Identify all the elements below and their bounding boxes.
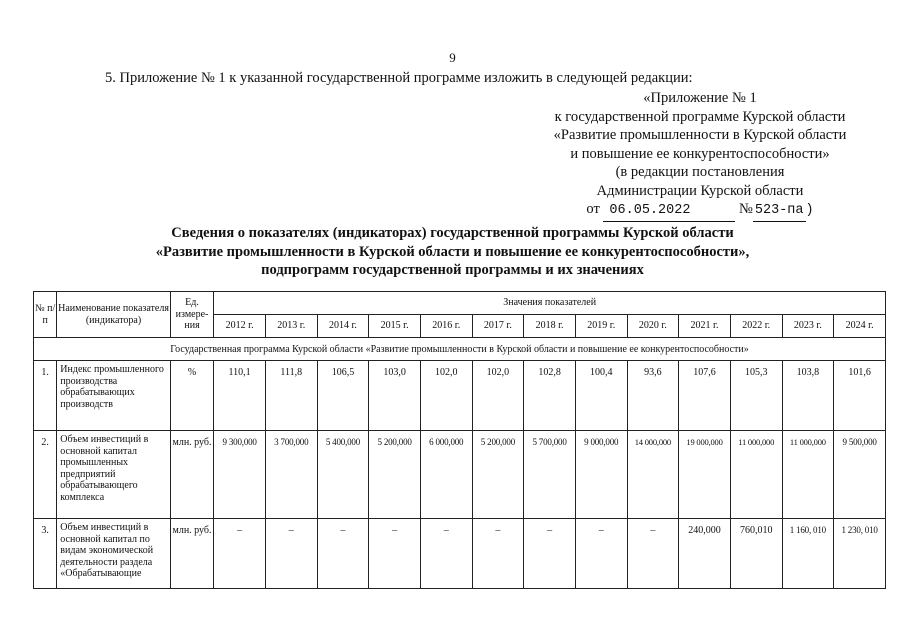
appendix-line: Администрации Курской области xyxy=(596,182,804,199)
year-header: 2018 г. xyxy=(524,315,576,338)
year-header: 2019 г. xyxy=(575,315,627,338)
row-number: 3. xyxy=(34,519,57,589)
header-name: Наименование показателя (индикатора) xyxy=(57,292,170,338)
row-number: 1. xyxy=(34,361,57,431)
value-cell: 103,8 xyxy=(782,361,834,431)
value-cell: 5 700,000 xyxy=(524,431,576,519)
value-cell: – xyxy=(369,519,421,589)
title-line: «Развитие промышленности в Курской области и повышение ее конкурентоспособности», xyxy=(155,243,750,260)
number-label: № xyxy=(739,201,753,217)
table-row xyxy=(34,431,886,519)
indicator-name: Объем инвестиций в основной капитал по видам экономической деятельности раздела «Обрабатывающие xyxy=(57,519,170,589)
closing-paren: ) xyxy=(805,203,814,218)
appendix-line: и повышение ее конкурентоспособности» xyxy=(570,145,830,162)
section-row xyxy=(34,338,886,361)
appendix-line: к государственной программе Курской области xyxy=(554,108,846,125)
value-cell: 111,8 xyxy=(265,361,317,431)
value-cell: – xyxy=(420,519,472,589)
value-cell: 106,5 xyxy=(317,361,369,431)
resolution-number: 523-па xyxy=(753,202,806,222)
year-header: 2014 г. xyxy=(317,315,369,338)
value-cell: 1 230, 010 xyxy=(834,519,886,589)
row-number: 2. xyxy=(34,431,57,519)
year-header: 2024 г. xyxy=(834,315,886,338)
value-cell: – xyxy=(575,519,627,589)
appendix-line: «Развитие промышленности в Курской области xyxy=(553,127,847,143)
value-cell: 105,3 xyxy=(730,361,782,431)
year-header: 2013 г. xyxy=(265,315,317,338)
value-cell: 11 000,000 xyxy=(782,431,834,519)
year-header: 2017 г. xyxy=(472,315,524,338)
year-header: 2022 г. xyxy=(730,315,782,338)
value-cell: 102,0 xyxy=(420,361,472,431)
document-title xyxy=(0,224,905,280)
title-line: Сведения о показателях (индикаторах) государственной программы Курской области xyxy=(171,225,734,241)
value-cell: – xyxy=(627,519,679,589)
indicator-unit: % xyxy=(170,361,214,431)
appendix-block xyxy=(520,89,880,222)
title-line: подпрограмм государственной программы и их значениях xyxy=(261,262,644,278)
year-header: 2012 г. xyxy=(214,315,266,338)
header-num: № п/п xyxy=(34,292,57,338)
header-unit: Ед. измере-ния xyxy=(170,292,214,338)
value-cell: 760,010 xyxy=(730,519,782,589)
value-cell: 9 500,000 xyxy=(834,431,886,519)
value-cell: – xyxy=(265,519,317,589)
intro-paragraph: 5. Приложение № 1 к указанной государственной программе изложить в следующей редакции: xyxy=(105,70,693,86)
appendix-line: (в редакции постановления xyxy=(615,164,785,180)
value-cell: 102,0 xyxy=(472,361,524,431)
table-row xyxy=(34,361,886,431)
year-header: 2016 г. xyxy=(420,315,472,338)
year-header: 2023 г. xyxy=(782,315,834,338)
section-title: Государственная программа Курской области «Развитие промышленности в Курской области и повышение ее конкурентоспособности» xyxy=(34,338,886,361)
year-header: 2015 г. xyxy=(369,315,421,338)
value-cell: – xyxy=(214,519,266,589)
indicators-table xyxy=(33,291,886,589)
value-cell: – xyxy=(472,519,524,589)
table-header-row xyxy=(34,292,886,315)
value-cell: 5 200,000 xyxy=(472,431,524,519)
indicator-unit: млн. руб. xyxy=(170,431,214,519)
page-number: 9 xyxy=(449,50,456,65)
year-header: 2020 г. xyxy=(627,315,679,338)
value-cell: 102,8 xyxy=(524,361,576,431)
value-cell: 19 000,000 xyxy=(679,431,731,519)
value-cell: 101,6 xyxy=(834,361,886,431)
value-cell: 100,4 xyxy=(575,361,627,431)
value-cell: 3 700,000 xyxy=(265,431,317,519)
indicator-name: Индекс промышленного производства обрабатывающих производств xyxy=(57,361,170,431)
year-header: 2021 г. xyxy=(679,315,731,338)
value-cell: – xyxy=(524,519,576,589)
resolution-date: 06.05.2022 xyxy=(603,202,735,222)
value-cell: 1 160, 010 xyxy=(782,519,834,589)
value-cell: 6 000,000 xyxy=(420,431,472,519)
header-values: Значения показателей xyxy=(214,292,886,315)
value-cell: 103,0 xyxy=(369,361,421,431)
value-cell: 240,000 xyxy=(679,519,731,589)
value-cell: 14 000,000 xyxy=(627,431,679,519)
value-cell: 5 200,000 xyxy=(369,431,421,519)
indicator-unit: млн. руб. xyxy=(170,519,214,589)
value-cell: 93,6 xyxy=(627,361,679,431)
value-cell: 11 000,000 xyxy=(730,431,782,519)
value-cell: – xyxy=(317,519,369,589)
table-row xyxy=(34,519,886,589)
from-label: от xyxy=(586,201,600,217)
indicator-name: Объем инвестиций в основной капитал промышленных предприятий обрабатывающего комплекса xyxy=(57,431,170,519)
value-cell: 9 300,000 xyxy=(214,431,266,519)
value-cell: 110,1 xyxy=(214,361,266,431)
appendix-line: «Приложение № 1 xyxy=(643,90,757,106)
value-cell: 107,6 xyxy=(679,361,731,431)
value-cell: 5 400,000 xyxy=(317,431,369,519)
value-cell: 9 000,000 xyxy=(575,431,627,519)
resolution-date-line xyxy=(520,200,880,222)
